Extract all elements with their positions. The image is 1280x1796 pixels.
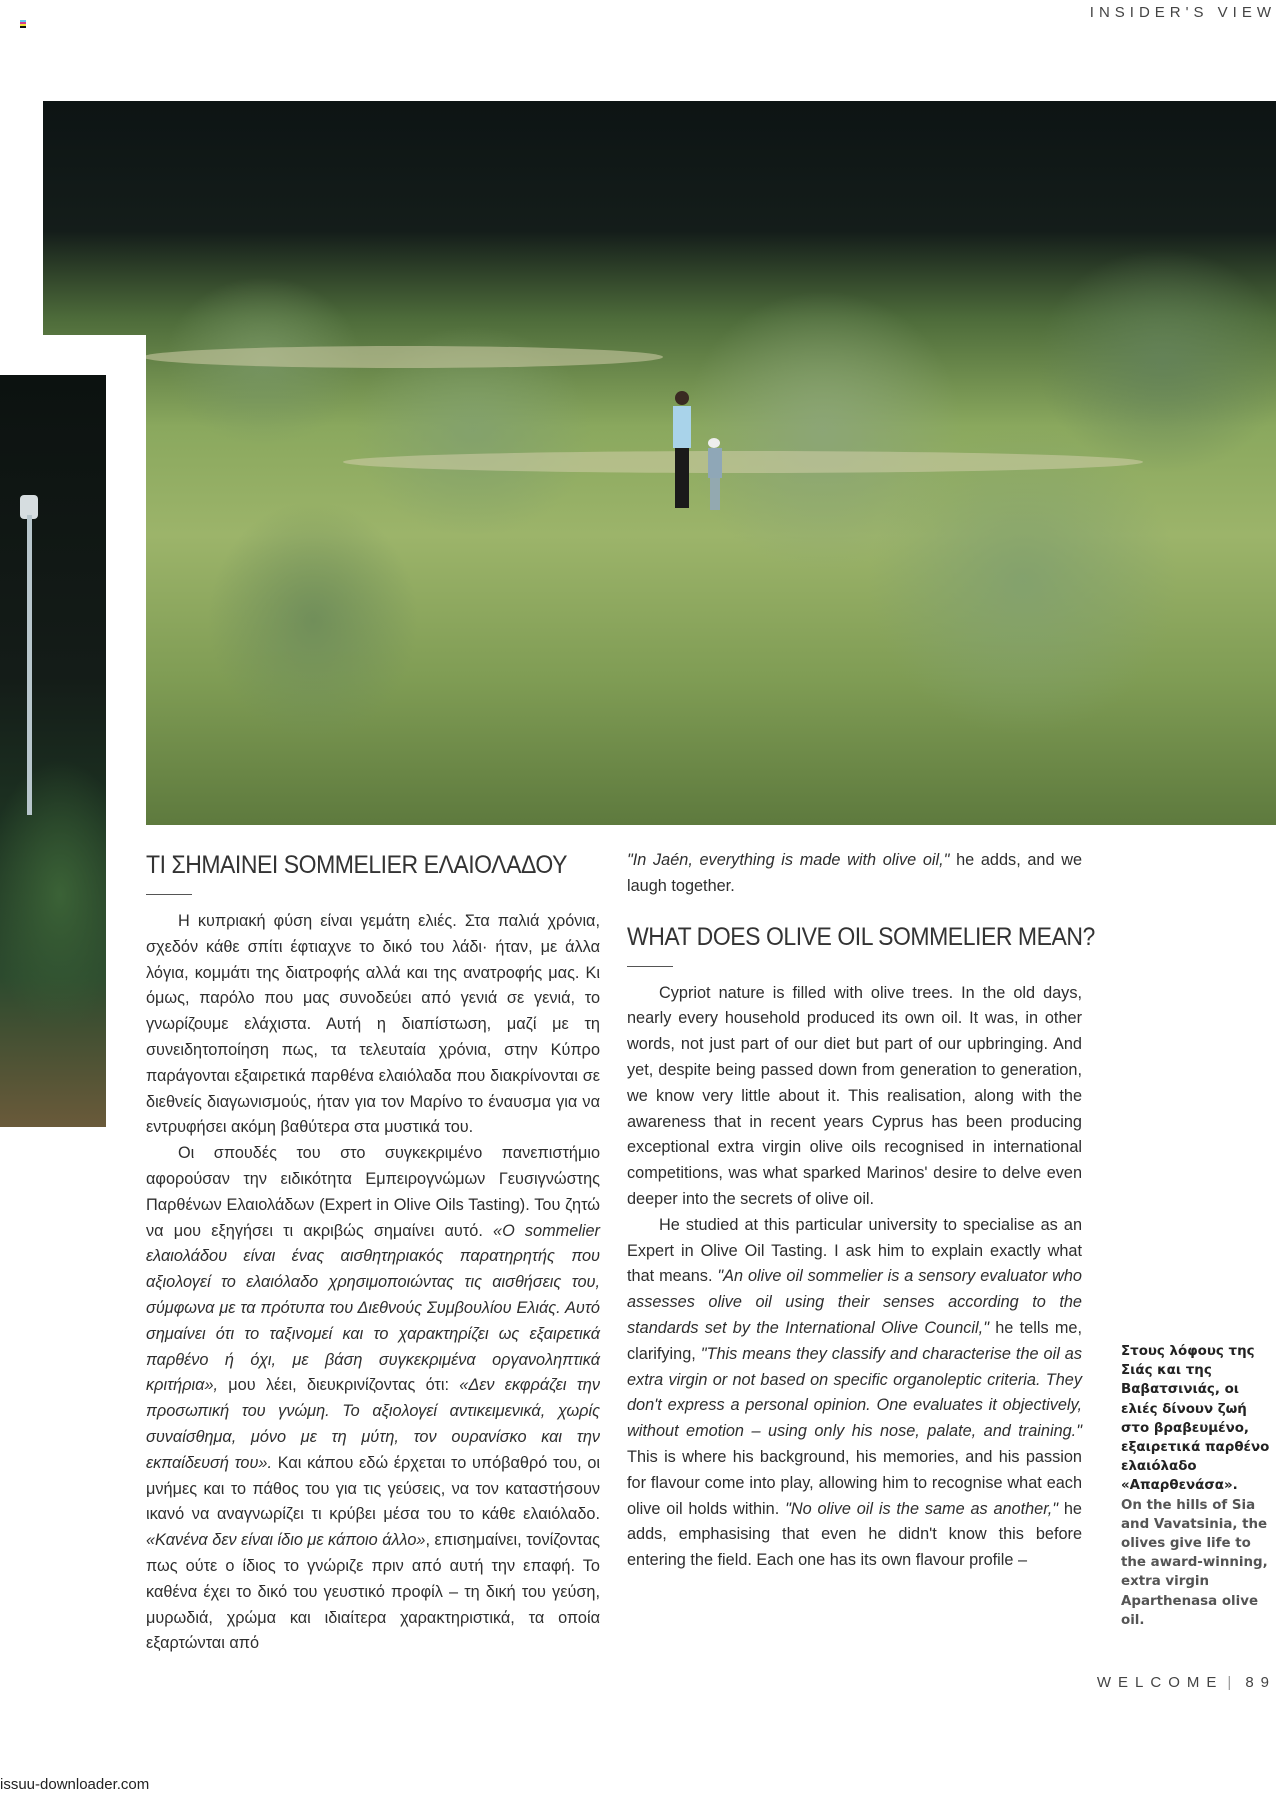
lamp-post: [27, 515, 32, 815]
photo-caption: [1121, 1342, 1271, 1630]
side-photo-garden: [0, 375, 106, 1127]
greek-paragraph-2: Οι σπουδές του στο συγκεκριμένο πανεπιστήμιο αφορούσαν την ειδικότητα Εμπειρογνώμων Γευσιγνώστης Παρθένων Ελαιολάδων (Expert in Olive Oils Tasting). Του ζητώ να μου εξηγήσει τι ακριβώς σημαίνει αυτό. «Ο sommelier ελαιολάδου είναι ένας αισθητηριακός παρατηρητής που αξιολογεί το ελαιόλαδο χρησιμοποιώντας τις αισθήσεις του, σύμφωνα με τα πρότυπα του Διεθνούς Συμβουλίου Ελιάς. Αυτό σημαίνει ότι το ταξινομεί και το χαρακτηρίζει ως εξαιρετικά παρθένο ή όχι, με βάση συγκεκριμένα οργανοληπτικά κριτήρια», μου λέει, διευκρινίζοντας ότι: «Δεν εκφράζει την προσωπική του γνώμη. Το αξιολογεί αντικειμενικά, χωρίς συναίσθημα, μόνο με τη μύτη, τον ουρανίσκο και την εκπαίδευσή του». Και κάπου εδώ έρχεται το υπόβαθρό του, οι μνήμες και το πάθος του για τις γεύσεις, να τον καταστήσουν ικανό να αναγνωρίζει τι κρύβει μέσα του το κάθε ελαιόλαδο. «Κανένα δεν είναι ίδιο με κάποιο άλλο», επισημαίνει, τονίζοντας πως ούτε ο ίδιος το γνώριζε πριν από αυτή την επαφή. Το καθένα έχει το δικό του γευστικό προφίλ – τη δική του γεύση, μυρωδιά, χρώμα και ιδιαίτερα χαρακτηριστικά, τα οποία εξαρτώνται από: [146, 1144, 600, 1653]
english-heading: WHAT DOES OLIVE OIL SOMMELIER MEAN?: [627, 922, 1095, 951]
english-paragraph-2: He studied at this particular university to specialise as an Expert in Olive Oil Tasting. I ask him to explain exactly what that means. "An olive oil sommelier is a sensory evaluator who assesses olive oil using their senses according to the standards set by the International Olive Council," he tells me, clarifying, "This means they classify and characterise the oil as extra virgin or not based on specific organoleptic criteria. They don't express a personal opinion. One evaluates it objectively, without emotion – using only his nose, palate, and training." This is where his background, his memories, and his passion for flavour come into play, allowing him to recognise what each olive oil holds within. "No olive oil is the same as another," he adds, emphasising that even he didn't know this before entering the field. Each one has its own flavour profile –: [627, 1215, 1082, 1570]
walking-man-figure: [673, 391, 691, 511]
grove-path: [143, 346, 663, 368]
greek-heading: ΤΙ ΣΗΜΑΙΝΕΙ SOMMELIER ΕΛΑΙΟΛΑΔΟΥ: [146, 851, 567, 879]
walking-child-figure: [708, 438, 722, 513]
hero-photo-olive-grove: [43, 101, 1276, 825]
english-paragraph-1: Cypriot nature is filled with olive trees. In the old days, nearly every household produced its own oil. It was, in other words, not just part of our diet but part of our upbringing. And yet, despite being passed down from generation to generation, we know very little about it. This realisation, along with the awareness that in recent years Cyprus has been producing exceptional extra virgin olive oils recognised in international competitions, was what sparked Marinos' desire to delve even deeper into the secrets of olive oil.: [627, 983, 1082, 1208]
english-column: [627, 848, 1095, 1574]
greek-column: [146, 848, 600, 1657]
heading-rule: [627, 966, 673, 967]
magazine-name: WELCOME: [1096, 1674, 1224, 1691]
registration-mark: [20, 20, 26, 29]
page-number: 89: [1245, 1674, 1276, 1691]
footer-separator: |: [1227, 1674, 1232, 1691]
heading-rule: [146, 894, 192, 895]
greek-paragraph-1: Η κυπριακή φύση είναι γεμάτη ελιές. Στα παλιά χρόνια, σχεδόν κάθε σπίτι έφτιαχνε το δικό του λάδι· ήταν, με άλλα λόγια, κομμάτι της διατροφής αλλά και της ανατροφής μας. Κι όμως, παρόλο που μας συνοδεύει από γενιά σε γενιά, το γνωρίζουμε ελάχιστα. Αυτή η διαπίστωση, μαζί με τη συνειδητοποίηση πως, τα τελευταία χρόνια, στην Κύπρο παράγονται εξαιρετικά παρθένα ελαιόλαδα που διακρίνονται σε διεθνείς διαγωνισμούς, ήταν για τον Μαρίνο το έναυσμα για να εντρυφήσει ακόμη βαθύτερα στα μυστικά του.: [146, 912, 600, 1137]
english-lead: "In Jaén, everything is made with olive oil," he adds, and we laugh together.: [627, 851, 1083, 895]
grove-path: [343, 451, 1143, 473]
section-tag: INSIDER'S VIEW: [1089, 4, 1276, 21]
page-footer: [1097, 1674, 1276, 1691]
caption-greek: Στους λόφους της Σιάς και της Βαβατσινιάς, οι ελιές δίνουν ζωή στο βραβευμένο, εξαιρετικά παρθένο ελαιόλαδο «Απαρθενάσα».: [1121, 1344, 1270, 1494]
watermark-link[interactable]: issuu-downloader.com: [0, 1776, 150, 1793]
caption-english: On the hills of Sia and Vavatsinia, the olives give life to the award-winning, extra virgin Aparthenasa olive oil.: [1121, 1497, 1268, 1628]
